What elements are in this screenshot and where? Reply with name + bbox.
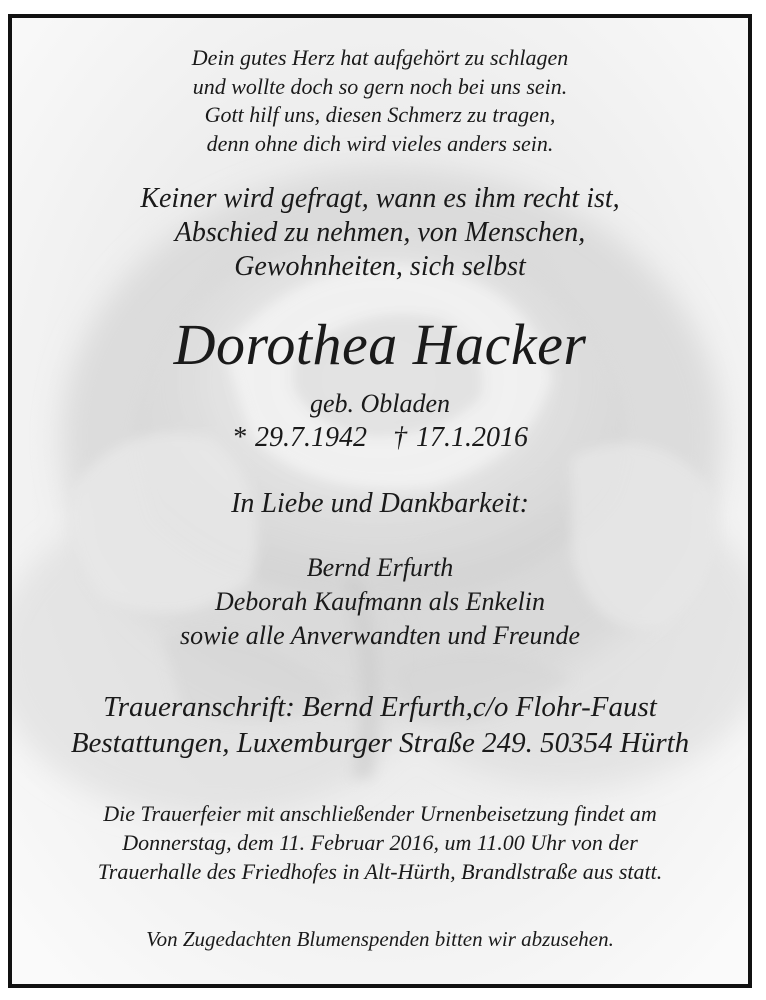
address-line: Traueranschrift: Bernd Erfurth,c/o Flohr-Faust	[103, 691, 657, 723]
poem-line: Dein gutes Herz hat aufgehört zu schlagen	[191, 45, 569, 70]
mourner: Bernd Erfurth	[306, 553, 454, 582]
mourning-address	[12, 689, 748, 761]
poem-line: Gott hilf uns, diesen Schmerz zu tragen,	[204, 102, 556, 127]
mourner: Deborah Kaufmann als Enkelin	[214, 587, 546, 616]
mourner: sowie alle Anverwandten und Freunde	[179, 621, 581, 650]
service-line: Die Trauerfeier mit anschließender Urnenbeisetzung findet am	[103, 801, 657, 826]
obituary-content	[12, 18, 748, 984]
quote-line: Keiner wird gefragt, wann es ihm recht ist,	[140, 183, 620, 214]
quote	[12, 182, 748, 284]
address-line: Bestattungen, Luxemburger Straße 249. 50354 Hürth	[70, 727, 690, 759]
mourners-list	[12, 551, 748, 653]
obituary-frame	[8, 14, 752, 988]
funeral-service-info	[12, 799, 748, 886]
quote-line: Abschied zu nehmen, von Menschen,	[174, 217, 586, 248]
birth-name: geb. Obladen	[309, 389, 451, 418]
quote-line: Gewohnheiten, sich selbst	[234, 251, 526, 282]
service-line: Trauerhalle des Friedhofes in Alt-Hürth, Brandlstraße aus statt.	[97, 859, 663, 884]
poem-line: denn ohne dich wird vieles anders sein.	[206, 130, 554, 156]
deceased-name: Dorothea Hacker	[173, 312, 587, 377]
life-dates	[12, 420, 748, 456]
service-line: Donnerstag, dem 11. Februar 2016, um 11.00 Uhr von der	[122, 830, 638, 855]
flowers-note: Von Zugedachten Blumenspenden bitten wir abzusehen.	[146, 927, 614, 951]
poem-line: und wollte doch so gern noch bei uns sein.	[192, 73, 568, 99]
birth-date: * 29.7.1942	[232, 422, 367, 453]
poem	[12, 44, 748, 158]
death-date: † 17.1.2016	[393, 422, 528, 453]
thanks-heading: In Liebe und Dankbarkeit:	[231, 488, 529, 519]
